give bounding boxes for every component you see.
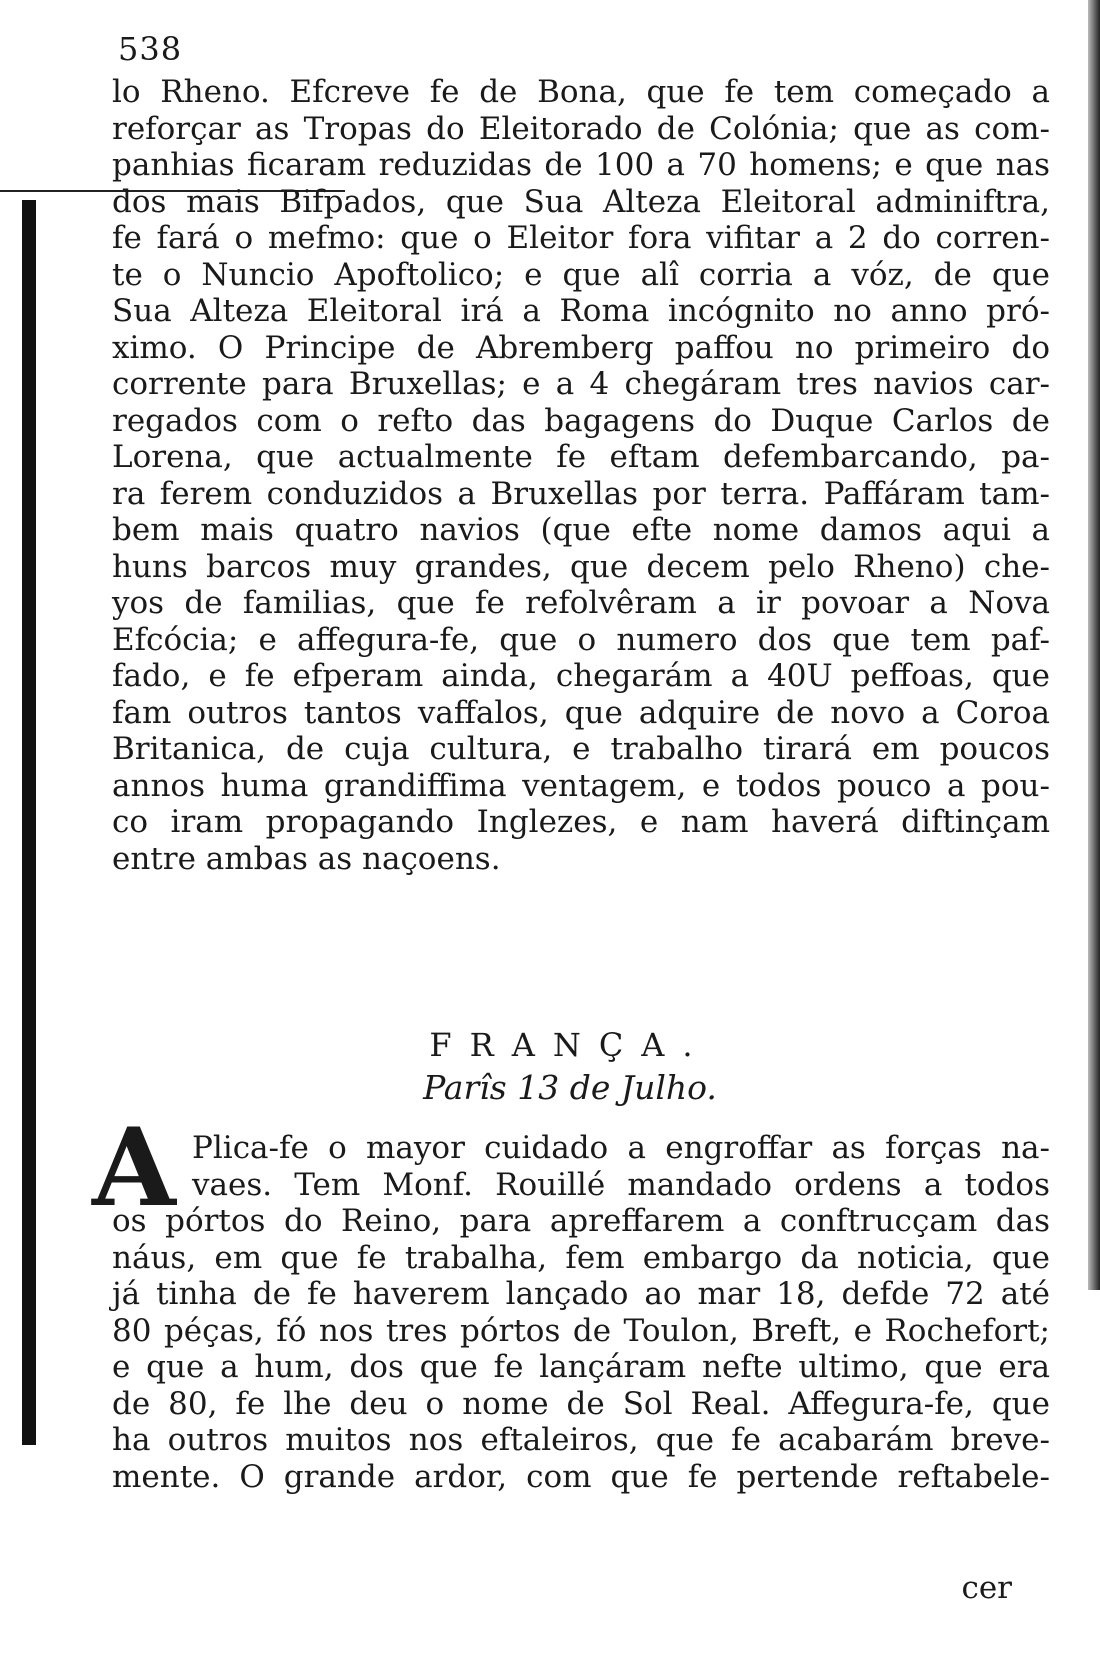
text-line: te o Nuncio Apoftolico; e que alî corria a vóz, de que (112, 256, 1050, 293)
text-line: de 80, fe lhe deu o nome de Sol Real. Affegura-fe, que (112, 1385, 1050, 1422)
dateline: Parîs 13 de Julho. (423, 1068, 717, 1107)
text-line: vaes. Tem Monf. Rouillé mandado ordens a todos (192, 1166, 1050, 1203)
text-line: lo Rheno. Efcreve fe de Bona, que fe tem começado a (112, 74, 1050, 110)
text-line: annos huma grandiffima ventagem, e todos pouco a pou- (112, 767, 1050, 804)
text-line: dos mais Bifpados, que Sua Alteza Eleitoral adminiftra, (112, 183, 1050, 220)
text-line: os pórtos do Reino, para apreffarem a conftrucçam das (112, 1203, 1050, 1239)
text-line: corrente para Bruxellas; e a 4 chegáram tres navios car- (112, 366, 1050, 402)
text-line: fam outros tantos vaffalos, que adquire de novo a Coroa (112, 694, 1050, 731)
text-line: bem mais quatro navios (que efte nome damos aqui a (112, 512, 1050, 548)
text-line: ra ferem conduzidos a Bruxellas por terra. Paffáram tam- (112, 475, 1050, 512)
drop-cap: A (92, 1105, 176, 1231)
article-france (112, 1130, 1050, 1495)
text-line: Efcócia; e affegura-fe, que o numero dos que tem paf- (112, 621, 1050, 658)
text-line: 80 péças, fó nos tres pórtos de Toulon, Breft, e Rochefort; (112, 1312, 1050, 1349)
catchword: cer (961, 1570, 1012, 1606)
text-line: ha outros muitos nos eftaleiros, que fe acabarám breve- (112, 1422, 1050, 1458)
text-line: reforçar as Tropas do Eleitorado de Colónia; que as com- (112, 110, 1050, 147)
text-line: fe fará o mefmo: que o Eleitor fora vifitar a 2 do corren- (112, 220, 1050, 256)
text-line: Sua Alteza Eleitoral irá a Roma incógnito no anno pró- (112, 293, 1050, 329)
text-line: e que a hum, dos que fe lançáram nefte ultimo, que era (112, 1349, 1050, 1385)
text-line: Lorena, que actualmente fe eftam defembarcando, pa- (112, 439, 1050, 475)
text-line-last: entre ambas as naçoens. (112, 840, 501, 877)
text-line: co iram propagando Inglezes, e nam haverá diftinçam (112, 804, 1050, 840)
text-line: náus, em que fe trabalha, fem embargo da noticia, que (112, 1239, 1050, 1276)
country-heading: FRANÇA. (429, 1026, 711, 1064)
text-line: mente. O grande ardor, com que fe pertende reftabele- (112, 1458, 1050, 1495)
text-line: ximo. O Principe de Abremberg paffou no primeiro do (112, 329, 1050, 366)
text-line: regados com o refto das bagagens do Duque Carlos de (112, 402, 1050, 439)
article-germany (112, 74, 1050, 877)
text-line: já tinha de fe haverem lançado ao mar 18, defde 72 até (112, 1276, 1050, 1312)
text-line: Britanica, de cuja cultura, e trabalho tirará em poucos (112, 731, 1050, 767)
text-line: panhias ficaram reduzidas de 100 a 70 homens; e que nas (112, 147, 1050, 183)
page-number: 538 (118, 30, 183, 68)
text-line: yos de familias, que fe refolvêram a ir povoar a Nova (112, 585, 1050, 621)
text-line: Plica-fe o mayor cuidado a engroffar as forças na- (192, 1130, 1050, 1166)
text-line: huns barcos muy grandes, que decem pelo Rheno) che- (112, 548, 1050, 585)
text-line: fado, e fe efperam ainda, chegarám a 40U peffoas, que (112, 658, 1050, 694)
scan-edge-left (22, 200, 36, 1445)
